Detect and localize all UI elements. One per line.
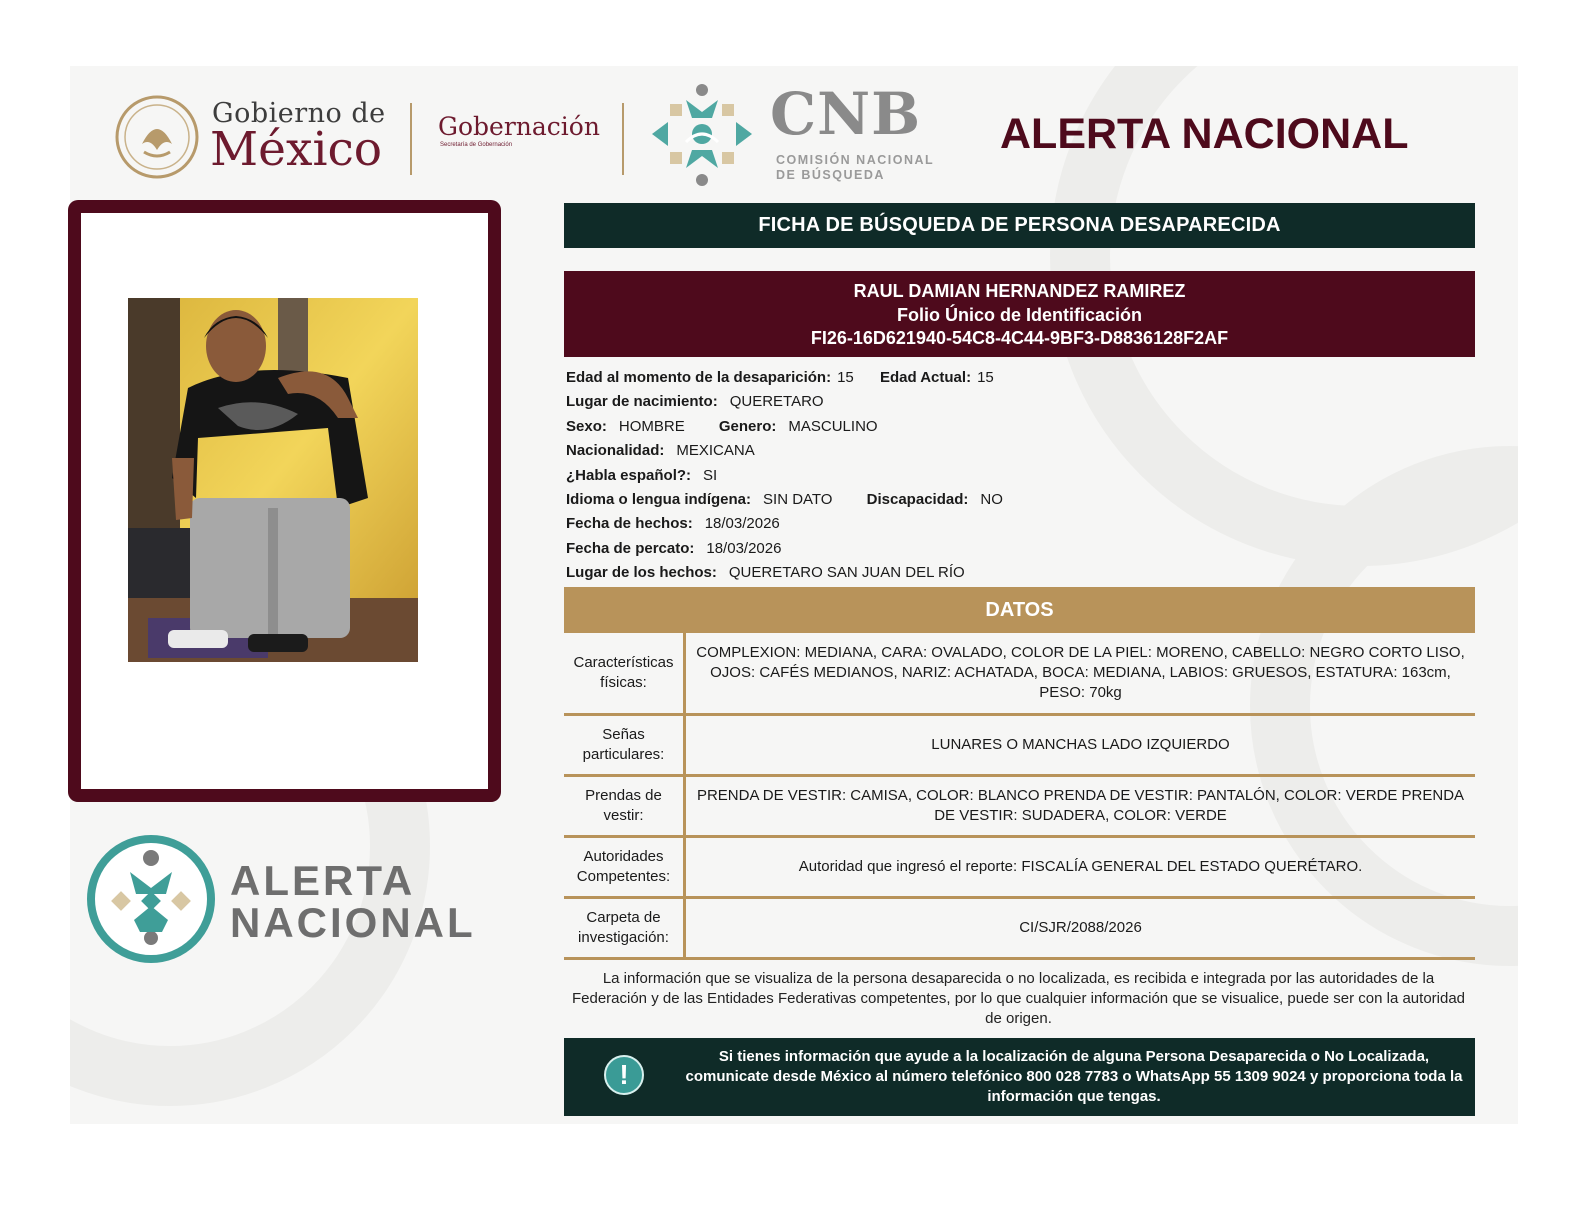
datos-row-prendas <box>564 777 1475 838</box>
field-row-idioma <box>566 488 1471 512</box>
datos-row-value: COMPLEXION: MEDIANA, CARA: OVALADO, COLOR DE LA PIEL: MORENO, CABELLO: NEGRO CORTO LISO, OJOS: CAFÉS MEDIANOS, NARIZ: ACHATADA, BOCA: MEDIANA, LABIOS: GRUESOS, ESTATURA: 163cm, PESO: 70kg <box>696 644 1465 701</box>
person-name: RAUL DAMIAN HERNANDEZ RAMIREZ <box>853 281 1186 301</box>
person-fields <box>566 366 1471 586</box>
field-row-sexo <box>566 415 1471 439</box>
cnb-title: CNB <box>770 80 922 148</box>
edad-actual-value: 15 <box>977 369 994 386</box>
alerta-nacional-logo-text <box>230 857 476 946</box>
datos-row-value: LUNARES O MANCHAS LADO IZQUIERDO <box>931 736 1230 753</box>
lugar-nacimiento-value: QUERETARO <box>729 393 824 411</box>
fecha-percato-label: Fecha de percato: <box>566 539 695 557</box>
lugar-nacimiento-label: Lugar de nacimiento: <box>566 393 718 411</box>
person-name-box <box>564 271 1475 357</box>
alerta-logo-line2: NACIONAL <box>230 899 476 946</box>
edad-actual-label: Edad Actual: <box>879 369 972 386</box>
datos-row-label: Señas particulares: <box>564 716 686 774</box>
field-row-fecha-hechos <box>566 512 1471 536</box>
gobierno-de-text: Gobierno de <box>212 98 386 129</box>
cnb-logo-icon <box>646 78 758 190</box>
alerta-nacional-logo-icon <box>84 832 218 966</box>
fecha-hechos-value: 18/03/2026 <box>704 515 780 533</box>
field-row-lugar-hechos <box>566 561 1471 585</box>
datos-row-caracteristicas <box>564 633 1475 716</box>
field-row-nacionalidad <box>566 439 1471 463</box>
mexico-text: México <box>210 122 383 177</box>
contact-info-text: Si tienes información que ayude a la localización de alguna Persona Desaparecida o No Localizada, comunicate desde México al número telefónico 800 028 7783 o WhatsApp 55 1309 9024 y proporciona toda la información que tengas. <box>685 1048 1463 1105</box>
edad-desaparicion-label: Edad al momento de la desaparición: <box>566 369 832 386</box>
field-row-habla-espanol <box>566 464 1471 488</box>
genero-value: MASCULINO <box>788 417 878 435</box>
lugar-hechos-label: Lugar de los hechos: <box>566 564 717 582</box>
header-divider <box>622 103 624 175</box>
header-divider <box>410 103 412 175</box>
alerta-logo-line1: ALERTA <box>230 857 416 904</box>
idioma-value: SIN DATO <box>763 490 833 508</box>
folio-label: Folio Único de Identificación <box>896 304 1142 325</box>
datos-row-value: Autoridad que ingresó el reporte: FISCALÍA GENERAL DEL ESTADO QUERÉTARO. <box>798 858 1363 875</box>
datos-title-bar: DATOS <box>564 587 1475 633</box>
sexo-label: Sexo: <box>566 417 607 435</box>
fecha-percato-value: 18/03/2026 <box>706 539 782 557</box>
field-row-edad <box>566 366 1471 390</box>
header <box>0 0 1584 200</box>
alerta-nacional-title: ALERTA NACIONAL <box>1000 110 1409 158</box>
gobernacion-subtitle: Secretaría de Gobernación <box>440 142 513 148</box>
field-row-lugar-nacimiento <box>566 390 1471 414</box>
datos-table <box>564 633 1475 960</box>
sexo-value: HOMBRE <box>618 417 685 435</box>
datos-row-autoridades <box>564 838 1475 899</box>
national-seal-icon <box>114 94 200 180</box>
habla-espanol-label: ¿Habla español?: <box>566 466 692 484</box>
person-photo-image <box>128 298 418 662</box>
folio-number: FI26-16D621940-54C8-4C44-9BF3-D8836128F2AF <box>810 328 1229 348</box>
gobierno-de-mexico-logo <box>114 92 394 182</box>
datos-row-label: Características físicas: <box>564 633 686 713</box>
gobernacion-logo-text: Gobernación <box>438 112 600 141</box>
nacionalidad-label: Nacionalidad: <box>566 442 665 460</box>
datos-row-senas <box>564 716 1475 777</box>
disclaimer-text: La información que se visualiza de la persona desaparecida o no localizada, es recibida e integrada por las autoridades de la Federación y de las Entidades Federativas competentes, por lo que cualquier información que se visualice, puede ser con la autoridad de origen. <box>571 970 1466 1027</box>
datos-row-value: CI/SJR/2088/2026 <box>1019 919 1142 936</box>
discapacidad-label: Discapacidad: <box>866 490 969 508</box>
field-row-fecha-percato <box>566 537 1471 561</box>
exclamation-icon: ! <box>604 1055 644 1095</box>
edad-desaparicion-value: 15 <box>837 369 854 386</box>
lugar-hechos-value: QUERETARO SAN JUAN DEL RÍO <box>728 564 965 582</box>
habla-espanol-value: SI <box>703 466 718 484</box>
datos-row-label: Autoridades Competentes: <box>564 838 686 896</box>
fecha-hechos-label: Fecha de hechos: <box>566 515 693 533</box>
datos-row-label: Prendas de vestir: <box>564 777 686 835</box>
datos-row-value: PRENDA DE VESTIR: CAMISA, COLOR: BLANCO PRENDA DE VESTIR: PANTALÓN, COLOR: VERDE PRENDA DE VESTIR: SUDADERA, COLOR: VERDE <box>696 787 1465 824</box>
genero-label: Genero: <box>718 417 777 435</box>
datos-row-carpeta <box>564 899 1475 960</box>
idioma-label: Idioma o lengua indígena: <box>566 490 752 508</box>
nacionalidad-value: MEXICANA <box>676 442 755 460</box>
datos-row-label: Carpeta de investigación: <box>564 899 686 957</box>
cnb-subtitle-line2: DE BÚSQUEDA <box>776 168 885 182</box>
ficha-title-bar: FICHA DE BÚSQUEDA DE PERSONA DESAPARECIDA <box>564 203 1475 248</box>
contact-info-bar <box>564 1038 1475 1116</box>
cnb-subtitle-line1: COMISIÓN NACIONAL <box>776 153 935 167</box>
person-photo <box>128 298 418 662</box>
discapacidad-value: NO <box>980 490 1003 508</box>
